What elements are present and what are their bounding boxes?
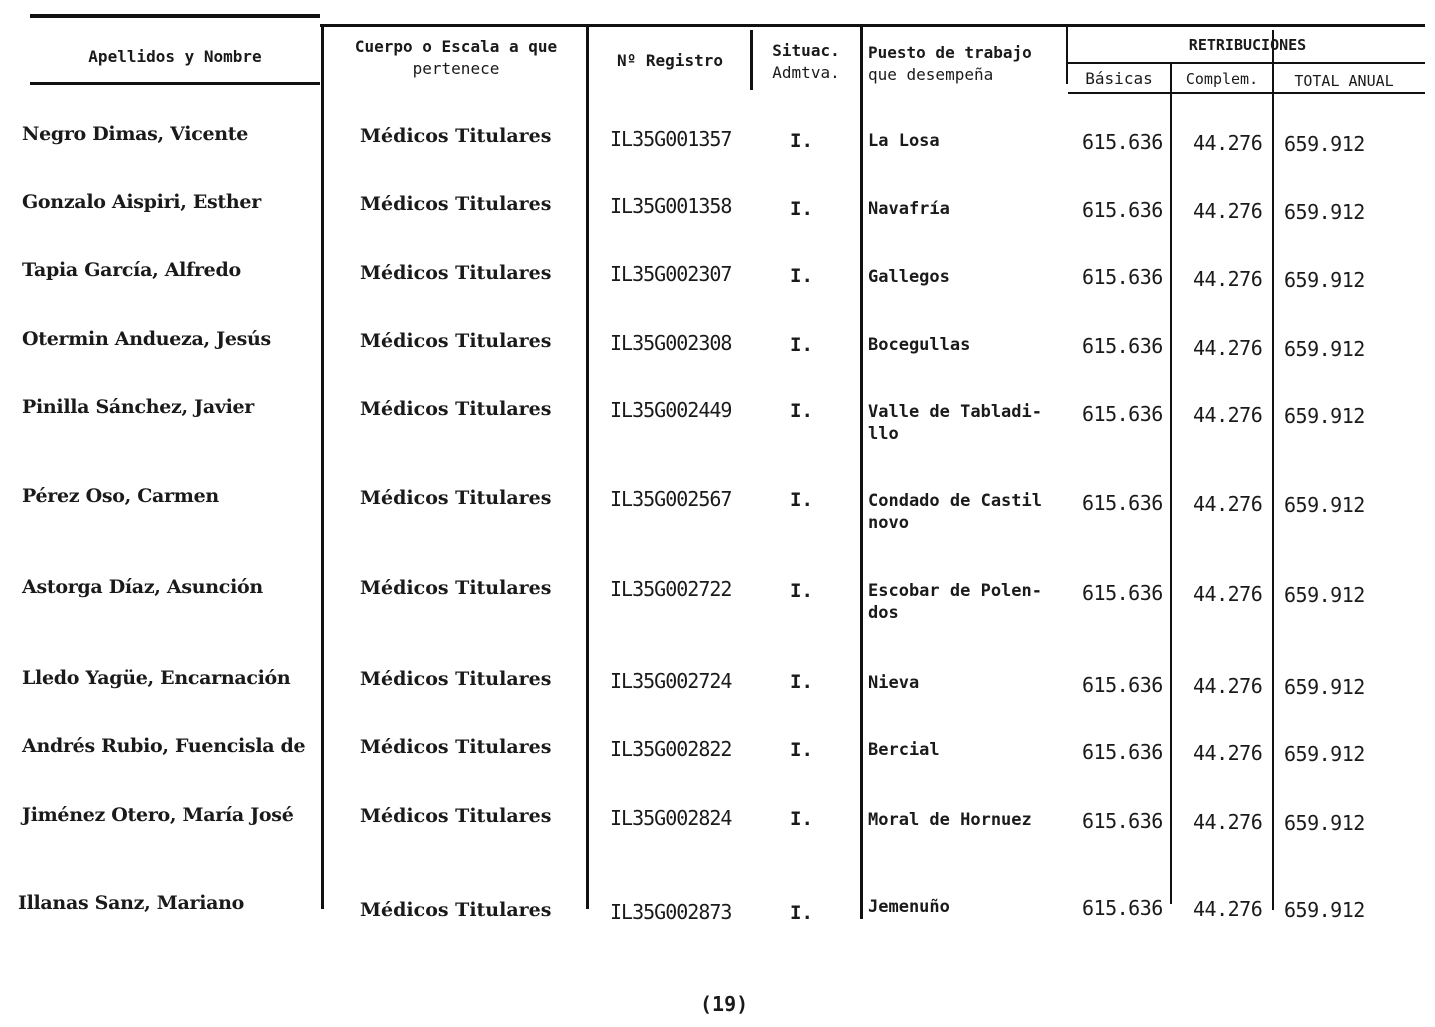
row-situacion: I. [790, 902, 813, 924]
retribuciones-rule [1068, 62, 1425, 64]
row-complem: 44.276 [1193, 582, 1263, 606]
row-puesto: Escobar de Polen-dos [868, 581, 1042, 623]
row-puesto: Nieva [868, 673, 920, 693]
row-nombre: Andrés Rubio, Fuencisla de [22, 735, 306, 757]
row-basicas: 615.636 [1082, 334, 1163, 358]
row-total: 659.912 [1284, 583, 1365, 607]
row-puesto: Bocegullas [868, 335, 971, 355]
row-cuerpo: Médicos Titulares [360, 487, 552, 509]
column-divider [1272, 30, 1274, 910]
row-puesto: Valle de Tabladi-llo [868, 402, 1042, 444]
row-registro: IL35G001358 [610, 194, 732, 218]
row-nombre: Lledo Yagüe, Encarnación [22, 667, 291, 689]
column-divider [1170, 64, 1172, 904]
row-registro: IL35G002824 [610, 806, 732, 830]
row-registro: IL35G002449 [610, 398, 732, 422]
row-situacion: I. [790, 580, 813, 602]
row-total: 659.912 [1284, 675, 1365, 699]
row-situacion: I. [790, 808, 813, 830]
header-situac-2: Admtva. [772, 63, 840, 82]
row-registro: IL35G002822 [610, 737, 732, 761]
row-cuerpo: Médicos Titulares [360, 125, 552, 147]
row-complem: 44.276 [1193, 810, 1263, 834]
header-puesto-1: Puesto de trabajo [868, 43, 1032, 62]
row-cuerpo: Médicos Titulares [360, 398, 552, 420]
row-nombre: Otermin Andueza, Jesús [22, 328, 271, 350]
row-registro: IL35G001357 [610, 127, 732, 151]
row-complem: 44.276 [1193, 336, 1263, 360]
row-complem: 44.276 [1193, 403, 1263, 427]
column-divider [321, 24, 324, 909]
header-total: TOTAL ANUAL [1294, 72, 1394, 90]
row-cuerpo: Médicos Titulares [360, 193, 552, 215]
header-bottom-rule [30, 82, 320, 85]
row-situacion: I. [790, 334, 813, 356]
header-registro: Nº Registro [617, 51, 723, 70]
top-rule [30, 14, 320, 18]
row-nombre: Pinilla Sánchez, Javier [22, 396, 254, 418]
header-complem: Complem. [1185, 70, 1259, 88]
row-registro: IL35G002722 [610, 577, 732, 601]
row-puesto: Bercial [868, 740, 940, 760]
header-puesto-2: que desempeña [868, 65, 994, 84]
row-situacion: I. [790, 265, 813, 287]
row-total: 659.912 [1284, 404, 1365, 428]
row-basicas: 615.636 [1082, 491, 1163, 515]
row-complem: 44.276 [1193, 267, 1263, 291]
row-puesto: Condado de Castil novo [868, 491, 1042, 533]
row-nombre: Jiménez Otero, María José [22, 804, 294, 826]
header-cuerpo-1: Cuerpo o Escala a que [354, 37, 558, 56]
row-basicas: 615.636 [1082, 198, 1163, 222]
row-situacion: I. [790, 198, 813, 220]
row-basicas: 615.636 [1082, 402, 1163, 426]
row-puesto: Moral de Hornuez [868, 810, 1032, 830]
row-complem: 44.276 [1193, 492, 1263, 516]
row-complem: 44.276 [1193, 674, 1263, 698]
row-situacion: I. [790, 400, 813, 422]
row-total: 659.912 [1284, 268, 1365, 292]
row-total: 659.912 [1284, 742, 1365, 766]
row-cuerpo: Médicos Titulares [360, 899, 552, 921]
row-puesto: Jemenuño [868, 897, 950, 917]
row-total: 659.912 [1284, 811, 1365, 835]
column-divider [586, 24, 589, 909]
header-bottom-rule-right [1068, 92, 1425, 94]
row-total: 659.912 [1284, 132, 1365, 156]
row-nombre: Astorga Díaz, Asunción [22, 576, 263, 598]
row-cuerpo: Médicos Titulares [360, 330, 552, 352]
row-total: 659.912 [1284, 200, 1365, 224]
row-situacion: I. [790, 739, 813, 761]
row-basicas: 615.636 [1082, 673, 1163, 697]
row-basicas: 615.636 [1082, 581, 1163, 605]
row-cuerpo: Médicos Titulares [360, 577, 552, 599]
row-situacion: I. [790, 489, 813, 511]
row-complem: 44.276 [1193, 897, 1263, 921]
top-rule-right [320, 24, 1425, 27]
row-total: 659.912 [1284, 337, 1365, 361]
row-registro: IL35G002567 [610, 487, 732, 511]
row-basicas: 615.636 [1082, 740, 1163, 764]
row-basicas: 615.636 [1082, 809, 1163, 833]
row-basicas: 615.636 [1082, 265, 1163, 289]
header-situac-1: Situac. [772, 41, 840, 60]
header-retribuciones: RETRIBUCIONES [1188, 36, 1307, 54]
row-nombre: Pérez Oso, Carmen [22, 485, 219, 507]
row-puesto: Navafría [868, 199, 950, 219]
row-cuerpo: Médicos Titulares [360, 262, 552, 284]
row-situacion: I. [790, 671, 813, 693]
row-registro: IL35G002873 [610, 900, 732, 924]
row-puesto: La Losa [868, 131, 940, 151]
row-basicas: 615.636 [1082, 130, 1163, 154]
row-situacion: I. [790, 130, 813, 152]
row-cuerpo: Médicos Titulares [360, 668, 552, 690]
header-nombre: Apellidos y Nombre [88, 47, 262, 66]
column-divider [860, 24, 863, 919]
column-divider [750, 30, 753, 90]
row-total: 659.912 [1284, 898, 1365, 922]
row-registro: IL35G002308 [610, 331, 732, 355]
row-registro: IL35G002724 [610, 669, 732, 693]
row-cuerpo: Médicos Titulares [360, 736, 552, 758]
row-nombre: Gonzalo Aispiri, Esther [22, 191, 261, 213]
row-nombre: Tapia García, Alfredo [22, 259, 241, 281]
row-basicas: 615.636 [1082, 896, 1163, 920]
row-cuerpo: Médicos Titulares [360, 805, 552, 827]
header-cuerpo-2: pertenece [412, 59, 500, 78]
page-number: (19) [700, 992, 749, 1016]
row-complem: 44.276 [1193, 199, 1263, 223]
row-complem: 44.276 [1193, 741, 1263, 765]
row-nombre: Negro Dimas, Vicente [22, 123, 249, 145]
row-complem: 44.276 [1193, 131, 1263, 155]
row-puesto: Gallegos [868, 267, 950, 287]
header-basicas: Básicas [1085, 69, 1153, 88]
row-registro: IL35G002307 [610, 262, 732, 286]
row-total: 659.912 [1284, 493, 1365, 517]
row-nombre: Illanas Sanz, Mariano [18, 892, 245, 914]
